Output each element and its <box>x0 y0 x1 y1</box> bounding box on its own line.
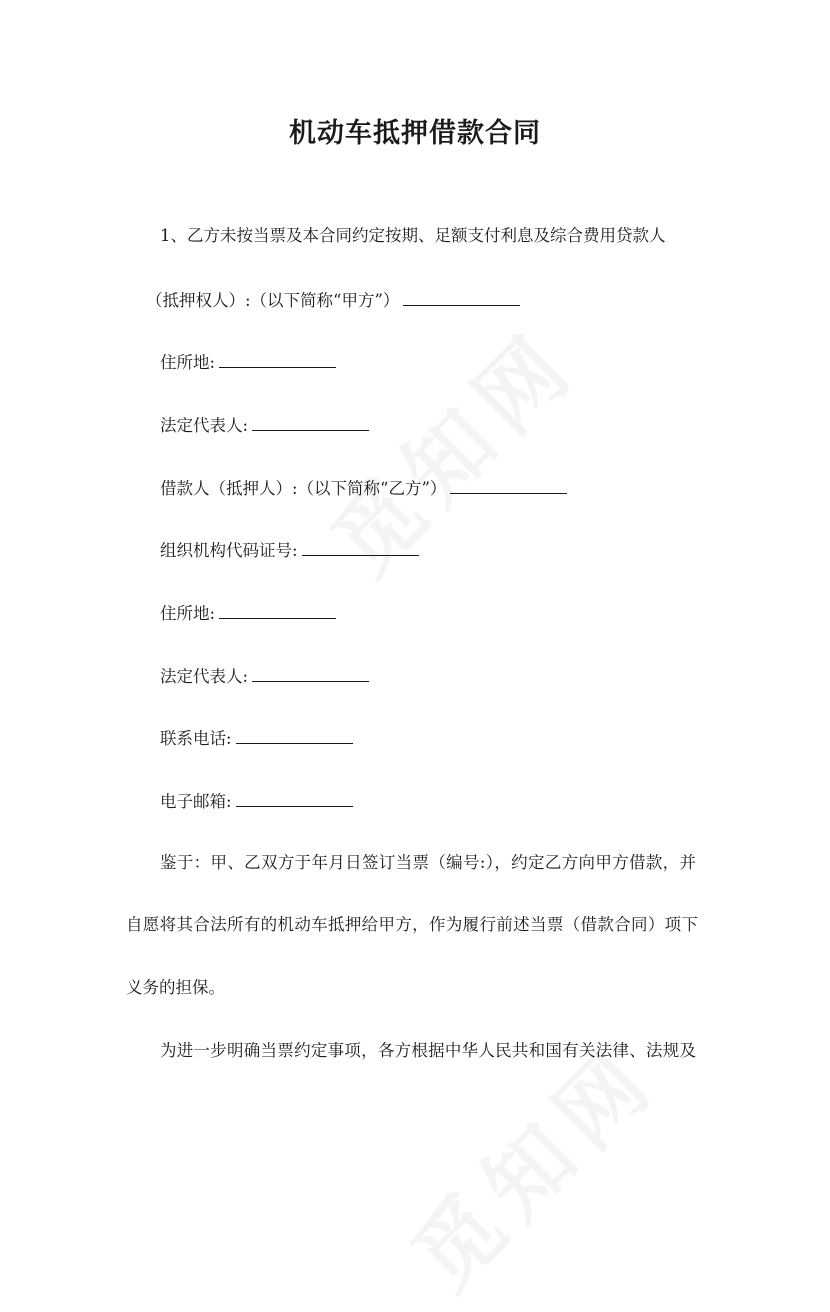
fill-blank-phone[interactable] <box>236 727 353 744</box>
field-borrower-representative: 法定代表人: <box>160 665 369 687</box>
field-borrower: 借款人（抵押人）:（以下简称“乙方”） <box>160 477 567 499</box>
field-borrower-address: 住所地: <box>160 602 336 624</box>
field-org-code: 组织机构代码证号: <box>160 539 419 561</box>
field-lender: （抵押权人）:（以下简称“甲方”） <box>146 289 520 311</box>
document-title: 机动车抵押借款合同 <box>289 118 541 149</box>
fill-blank-email[interactable] <box>236 790 353 807</box>
fill-blank-borrower[interactable] <box>450 477 567 494</box>
paragraph-whereas-line-1: 鉴于：甲、乙双方于年月日签订当票（编号:），约定乙方向甲方借款，并 <box>160 853 696 872</box>
field-lender-address: 住所地: <box>160 351 336 373</box>
fill-blank-org-code[interactable] <box>302 539 419 556</box>
field-lender-representative: 法定代表人: <box>160 414 369 436</box>
fill-blank-borrower-representative[interactable] <box>252 665 369 682</box>
fill-blank-lender-representative[interactable] <box>252 414 369 431</box>
field-email: 电子邮箱: <box>160 790 353 812</box>
fill-blank-borrower-address[interactable] <box>219 602 336 619</box>
fill-blank-lender[interactable] <box>403 289 520 306</box>
paragraph-line: 1、乙方未按当票及本合同约定按期、足额支付利息及综合费用贷款人 <box>160 226 666 245</box>
paragraph-whereas-line-2: 自愿将其合法所有的机动车抵押给甲方，作为履行前述当票（借款合同）项下 <box>126 915 698 934</box>
fill-blank-lender-address[interactable] <box>219 351 336 368</box>
paragraph-whereas-line-3: 义务的担保。 <box>126 978 225 997</box>
paragraph-purpose-line-1: 为进一步明确当票约定事项，各方根据中华人民共和国有关法律、法规及 <box>160 1041 696 1060</box>
field-phone: 联系电话: <box>160 727 353 749</box>
